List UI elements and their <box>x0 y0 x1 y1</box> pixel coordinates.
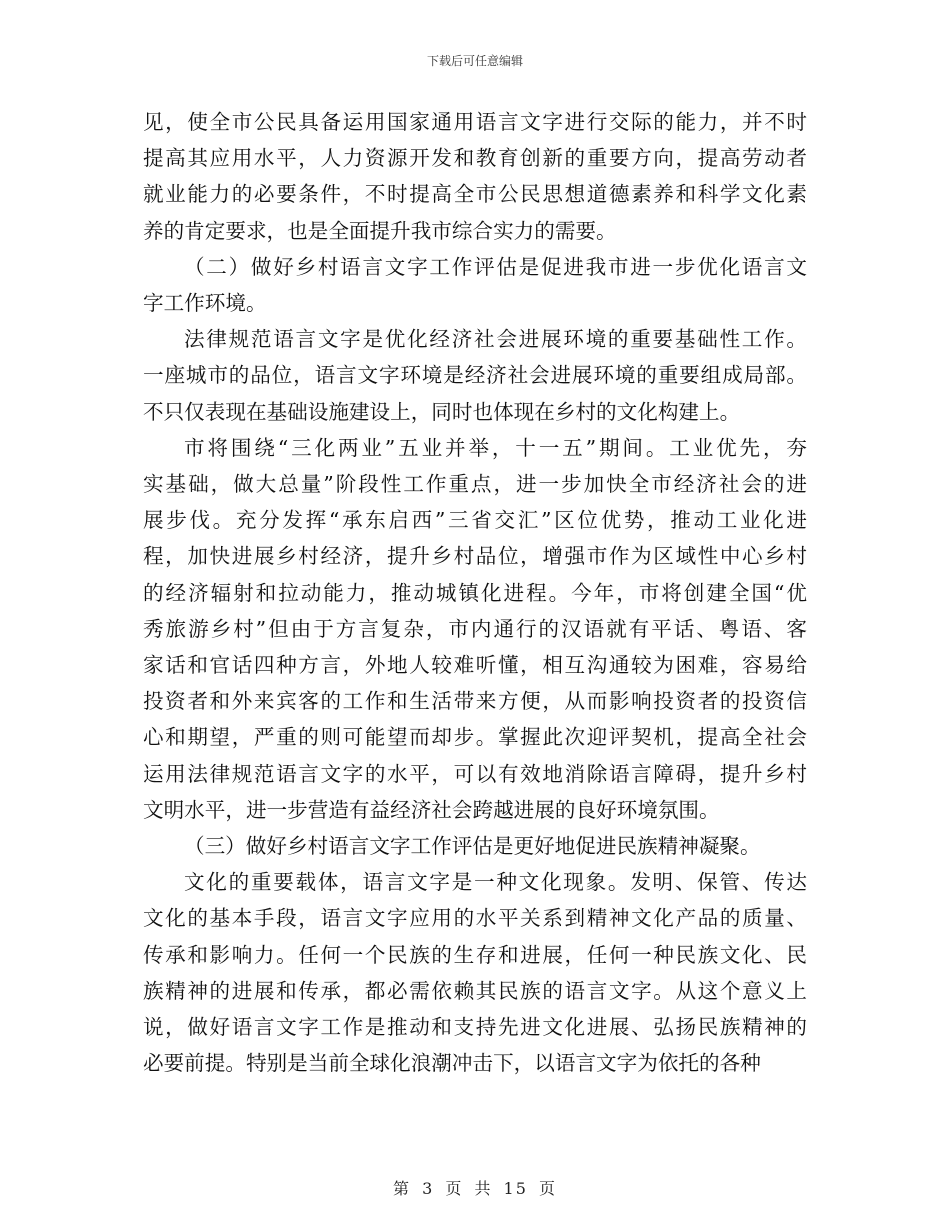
text-line: 市将围绕“三化两业”五业并举，十一五”期间。工业优先，夯 <box>184 435 807 460</box>
paragraph <box>143 321 807 430</box>
text-line: 养的肯定要求，也是全面提升我市综合实力的需要。 <box>143 218 617 243</box>
document-body <box>143 104 807 1081</box>
paragraph <box>143 430 807 828</box>
text-line: 见，使全市公民具备运用国家通用语言文字进行交际的能力，并不时 <box>143 110 807 134</box>
text-line: 说，做好语言文字工作是推动和支持先进文化进展、弘扬民族精神的 <box>143 1015 807 1040</box>
text-line: 文明水平，进一步营造有益经济社会跨越进展的良好环境氛围。 <box>143 797 720 822</box>
text-line: 秀旅游乡村”但由于方言复杂，市内通行的汉语就有平话、粤语、客 <box>143 616 807 641</box>
text-line: 就业能力的必要条件，不时提高全市公民思想道德素养和科学文化素 <box>143 182 807 207</box>
text-line: 必要前提。特别是当前全球化浪潮冲击下，以语言文字为依托的各种 <box>143 1051 761 1076</box>
text-line: 一座城市的品位，语言文字环境是经济社会进展环境的重要组成局部。 <box>143 363 807 388</box>
text-line: 传承和影响力。任何一个民族的生存和进展，任何一种民族文化、民 <box>143 942 807 967</box>
paragraph <box>143 104 807 249</box>
text-line: 不只仅表现在基础设施建设上，同时也体现在乡村的文化构建上。 <box>143 399 741 424</box>
text-line: （二）做好乡村语言文字工作评估是促进我市进一步优化语言文 <box>184 254 807 279</box>
page-number-footer: 第 3 页 共 15 页 <box>393 1179 557 1198</box>
text-line: 展步伐。充分发挥“承东启西”三省交汇”区位优势，推动工业化进 <box>143 508 807 533</box>
text-line: 的经济辐射和拉动能力，推动城镇化进程。今年，市将创建全国“优 <box>143 580 807 605</box>
page-header-note: 下载后可任意编辑 <box>426 54 523 68</box>
text-line: 程，加快进展乡村经济，提升乡村品位，增强市作为区域性中心乡村 <box>143 544 807 569</box>
text-line: 心和期望，严重的则可能望而却步。掌握此次迎评契机，提高全社会 <box>143 725 807 750</box>
text-line: 族精神的进展和传承，都必需依赖其民族的语言文字。从这个意义上 <box>143 978 807 1003</box>
text-line: （三）做好乡村语言文字工作评估是更好地促进民族精神凝聚。 <box>184 834 761 859</box>
paragraph <box>143 828 807 864</box>
text-line: 文化的基本手段，语言文字应用的水平关系到精神文化产品的质量、 <box>143 906 807 931</box>
paragraph <box>143 249 807 321</box>
text-line: 投资者和外来宾客的工作和生活带来方便，从而影响投资者的投资信 <box>143 689 807 714</box>
text-line: 家话和官话四种方言，外地人较难听懂，相互沟通较为困难，容易给 <box>143 653 807 678</box>
text-line: 文化的重要载体，语言文字是一种文化现象。发明、保管、传达 <box>184 870 807 895</box>
text-line: 运用法律规范语言文字的水平，可以有效地消除语言障碍，提升乡村 <box>143 761 807 786</box>
text-line: 字工作环境。 <box>143 291 267 316</box>
text-line: 法律规范语言文字是优化经济社会进展环境的重要基础性工作。 <box>184 327 807 352</box>
paragraph <box>143 864 807 1081</box>
text-line: 实基础，做大总量”阶段性工作重点，进一步加快全市经济社会的进 <box>143 472 807 497</box>
text-line: 提高其应用水平，人力资源开发和教育创新的重要方向，提高劳动者 <box>143 146 807 171</box>
